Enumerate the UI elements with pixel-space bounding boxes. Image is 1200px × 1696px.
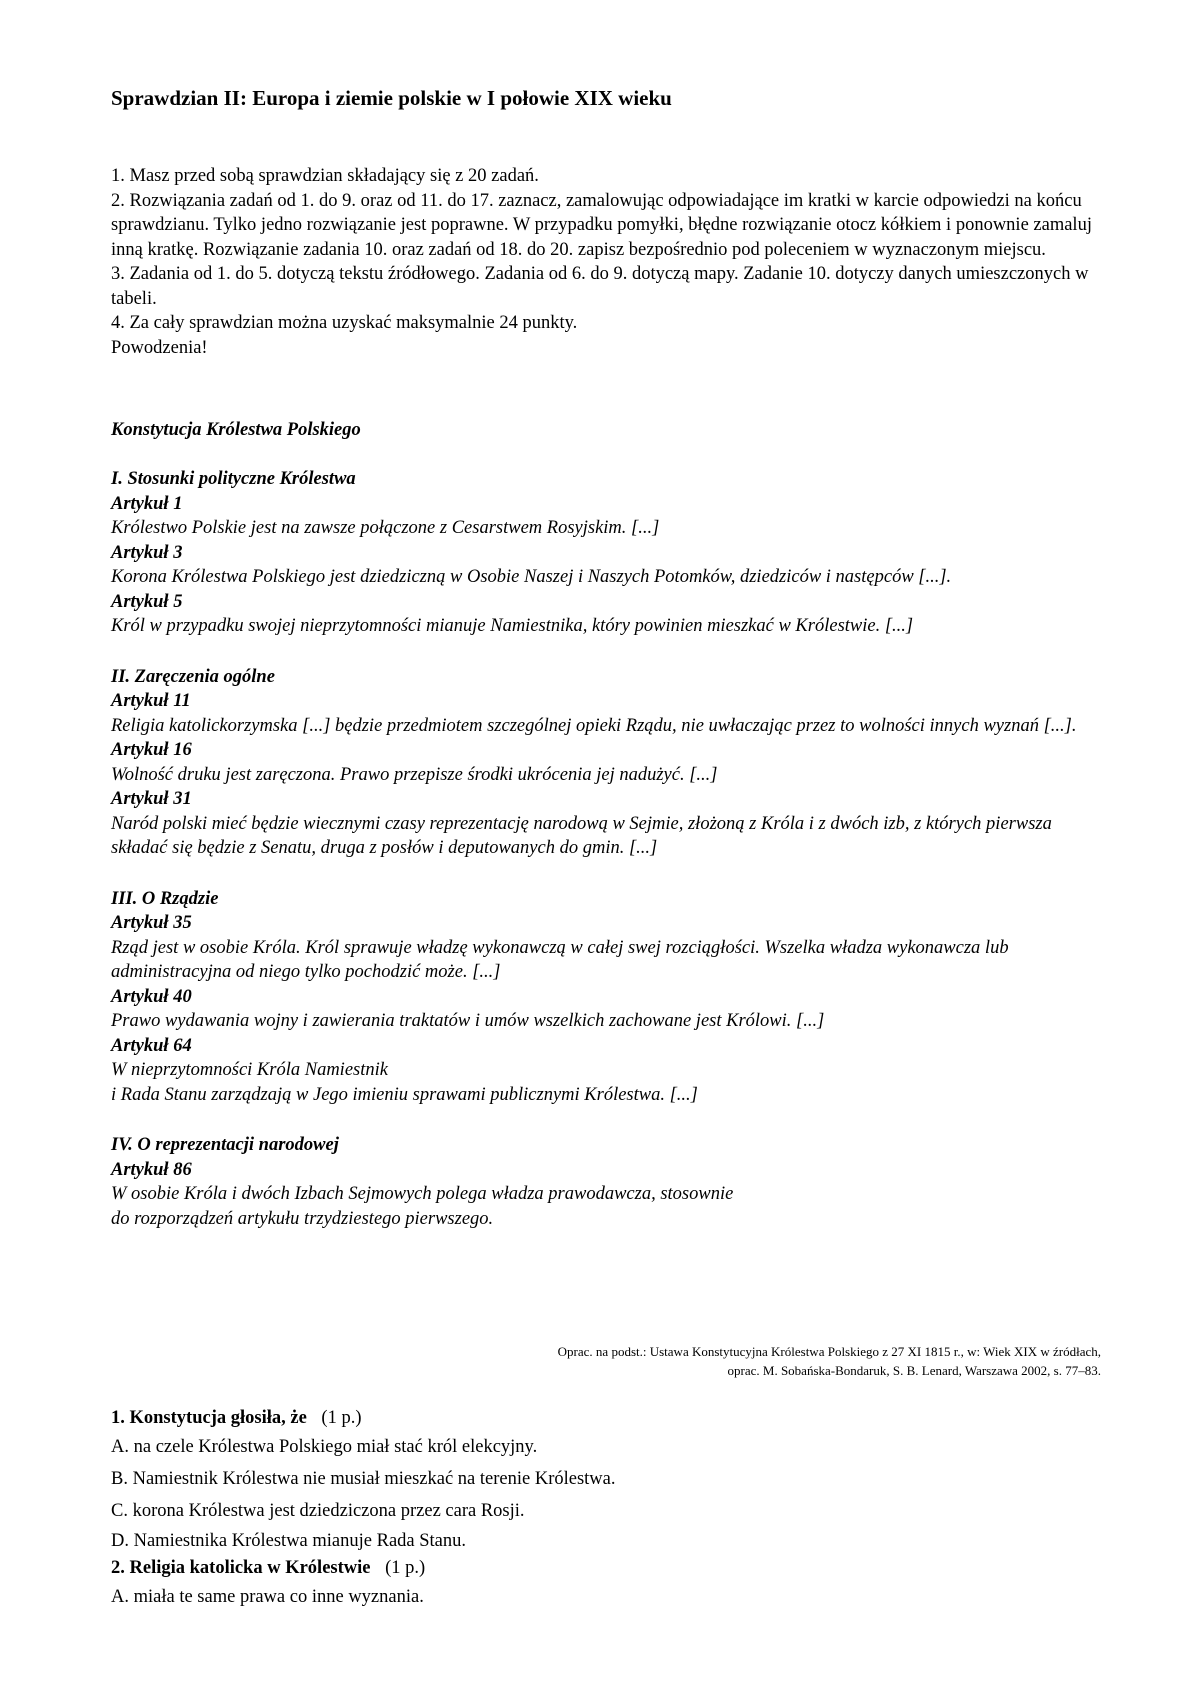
instruction-4: 4. Za cały sprawdzian można uzyskać maksymalnie 24 punkty. [111,313,578,333]
instruction-2: 2. Rozwiązania zadań od 1. do 9. oraz od 11. do 17. zaznacz, zamalowując odpowiadające im kratki w karcie odpowiedzi na końcu sprawdzianu. Tylko jedno rozwiązanie jest poprawne. W przypadku pomyłki, błędne rozwiązanie otocz kółkiem i ponownie zamaluj inną kratkę. Rozwiązanie zadania 10. oraz zadań od 18. do 20. zapisz bezpośrednio pod poleceniem w wyznaczonym miejscu. [111,190,1092,260]
article-title: Artykuł 86 [111,1159,192,1180]
answer-option: B. Namiestnik Królestwa nie musiał mieszkać na terenie Królestwa. [111,1469,616,1489]
question-title [111,1555,1101,1581]
section-title: IV. O reprezentacji narodowej [111,1135,339,1155]
citation-line: Oprac. na podst.: Ustawa Konstytucyjna Królestwa Polskiego z 27 XI 1815 r., w: Wiek XIX w źródłach, [557,1344,1101,1359]
instruction-3: 3. Zadania od 1. do 5. dotyczą tekstu źródłowego. Zadania od 6. do 9. dotyczą mapy. Zadanie 10. dotyczy danych umieszczonych w tabeli. [111,264,1089,309]
article-title: Artykuł 35 [111,913,192,933]
source-title: Konstytucja Królestwa Polskiego [111,420,361,440]
article-text: Religia katolickorzymska [...] będzie przedmiotem szczególnej opieki Rządu, nie uwłaczając przez to wolności innych wyznań [...]. [111,715,1077,736]
article-title: Artykuł 16 [111,740,192,760]
questions [111,1405,1101,1613]
article-title: Artykuł 40 [111,986,192,1007]
page-title: Sprawdzian II: Europa i ziemie polskie w I połowie XIX wieku [111,86,672,110]
article-title: Artykuł 31 [111,789,192,809]
question-points: (1 p.) [385,1558,426,1578]
answer-option: C. korona Królestwa jest dziedziczona przez cara Rosji. [111,1501,525,1521]
question-text: 2. Religia katolicka w Królestwie [111,1558,371,1578]
source-section-3 [111,887,1101,1108]
instruction-1: 1. Masz przed sobą sprawdzian składający się z 20 zadań. [111,166,539,186]
instruction-good-luck: Powodzenia! [111,337,208,358]
article-text: W osobie Króla i dwóch Izbach Sejmowych polega władza prawodawcza, stosownie do rozporządzeń artykułu trzydziestego pierwszego. [111,1184,734,1229]
answer-option: D. Namiestnika Królestwa mianuje Rada Stanu. [111,1531,467,1551]
article-title: Artykuł 1 [111,493,183,514]
article-text: Prawo wydawania wojny i zawierania traktatów i umów wszelkich zachowane jest Królowi. [...] [111,1011,825,1031]
article-text: Korona Królestwa Polskiego jest dziedziczną w Osobie Naszej i Naszych Potomków, dziedziców i następców [...]. [111,567,952,587]
question-1 [111,1405,1101,1555]
answer-option: A. miała te same prawa co inne wyznania. [111,1587,424,1607]
article-title: Artykuł 3 [111,542,183,563]
source-section-2 [111,665,1101,861]
article-text: W nieprzytomności Króla Namiestnik i Rada Stanu zarządzają w Jego imieniu sprawami publicznymi Królestwa. [...] [111,1060,698,1105]
question-2 [111,1555,1101,1613]
article-text: Król w przypadku swojej nieprzytomności mianuje Namiestnika, który powinien mieszkać w Królestwie. [...] [111,616,914,636]
question-text: 1. Konstytucja głosiła, że [111,1408,307,1428]
article-text: Rząd jest w osobie Króla. Król sprawuje władzę wykonawczą w całej swej rozciągłości. Wszelka władza wykonawcza lub administracyjna od niego tylko pochodzić może. [...] [111,937,1009,982]
source-citation [111,1342,1101,1380]
question-points: (1 p.) [321,1408,362,1428]
source-text [111,418,1101,1257]
source-section-1 [111,467,1101,639]
article-text: Królestwo Polskie jest na zawsze połączone z Cesarstwem Rosyjskim. [...] [111,518,660,538]
article-title: Artykuł 5 [111,591,183,612]
section-title: I. Stosunki polityczne Królestwa [111,469,356,489]
instructions [111,164,1101,360]
section-title: II. Zaręczenia ogólne [111,666,275,687]
article-title: Artykuł 64 [111,1035,192,1056]
article-text: Naród polski mieć będzie wiecznymi czasy reprezentację narodową w Sejmie, złożoną z Króla i z dwóch izb, z których pierwsza składać się będzie z Senatu, druga z posłów i deputowanych do gmin. [...] [111,813,1052,858]
citation-line: oprac. M. Sobańska-Bondaruk, S. B. Lenard, Warszawa 2002, s. 77–83. [727,1363,1101,1378]
article-text: Wolność druku jest zaręczona. Prawo przepisze środki ukrócenia jej nadużyć. [...] [111,764,718,785]
source-section-4 [111,1133,1101,1231]
answer-option: A. na czele Królestwa Polskiego miał stać król elekcyjny. [111,1437,538,1457]
question-title [111,1405,1101,1431]
article-title: Artykuł 11 [111,691,191,711]
section-title: III. O Rządzie [111,888,219,909]
